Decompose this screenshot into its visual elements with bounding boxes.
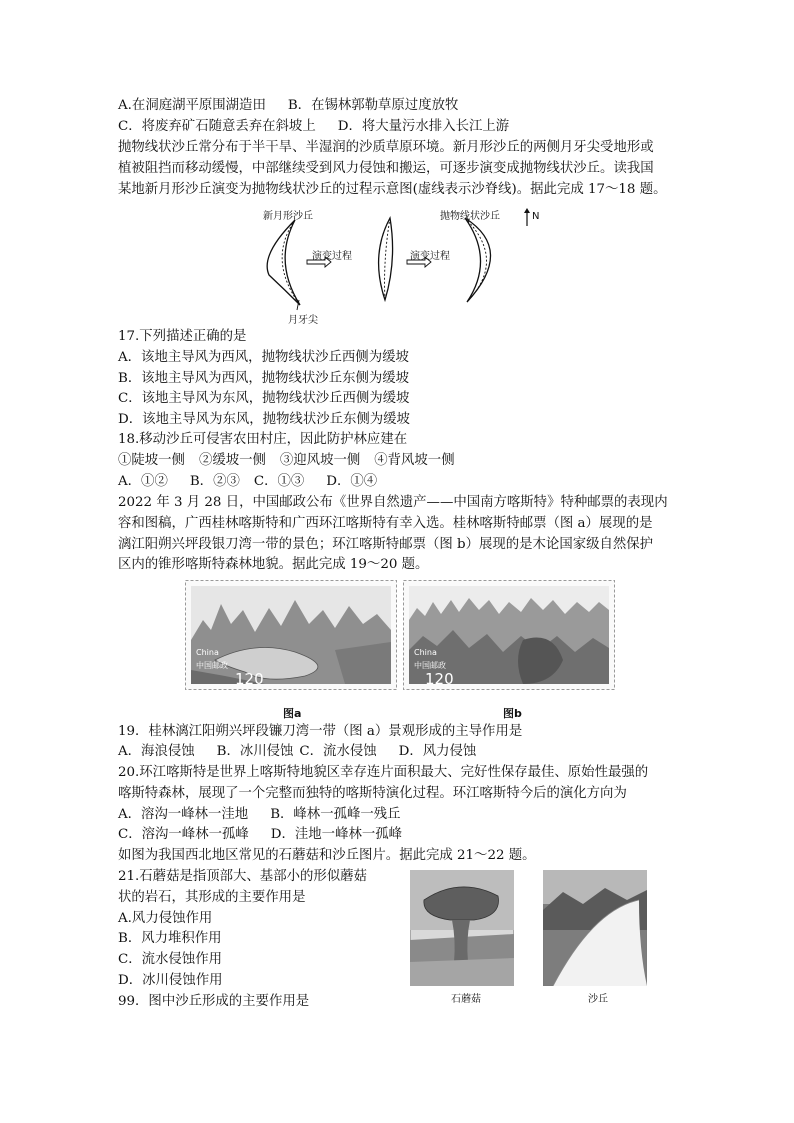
q19-options — [118, 743, 476, 761]
q17-option-b: B．该地主导风为西风，抛物线状沙丘东侧为缓坡 — [118, 371, 410, 386]
stamp-a-value: 120 — [235, 670, 264, 688]
label-crescent-dune: 新月形沙丘 — [263, 211, 313, 222]
label-process-1: 演变过程 — [312, 251, 352, 262]
q18-option-a: A．①② — [118, 474, 168, 489]
q18-options — [118, 473, 377, 491]
mushroom-rock-photo — [410, 870, 514, 986]
q20-option-c: C．溶沟一峰林一孤峰 — [118, 827, 249, 842]
q17-option-c: C．该地主导风为东风，抛物线状沙丘西侧为缓坡 — [118, 391, 410, 406]
q20-option-d: D．洼地一峰林一孤峰 — [270, 827, 403, 842]
q18-item-4: ④背风坡一侧 — [374, 453, 455, 468]
option-d: D．将大量污水排入长江上游 — [337, 119, 510, 134]
q19-option-b: B．冰川侵蚀 — [216, 744, 294, 759]
q18-item-2: ②缓坡一侧 — [198, 453, 266, 468]
stamp-a-china: China — [196, 648, 219, 657]
paragraph-dune-2: 植被阻挡而移动缓慢，中部继续受到风力侵蚀和搬运，可逐步演变成抛物线状沙丘。读我国 — [118, 161, 654, 176]
q18-option-c: C．①③ — [253, 474, 305, 489]
stamp-a-image — [185, 580, 397, 690]
paragraph-stamp-4: 区内的锥形喀斯特森林地貌。据此完成 19～20 题。 — [118, 557, 429, 572]
q21-option-a: A.风力侵蚀作用 — [118, 911, 213, 926]
option-c: C．将废弃矿石随意丢弃在斜坡上 — [118, 119, 316, 134]
q20-option-a: A．溶沟一峰林一洼地 — [118, 807, 249, 822]
option-a: A.在洞庭湖平原围湖造田 — [118, 98, 266, 113]
q21-option-b: B．风力堆积作用 — [118, 931, 222, 946]
question-21-line-2: 状的岩石，其形成的主要作用是 — [118, 890, 306, 905]
paragraph-stamp-2: 容和图稿，广西桂林喀斯特和广西环江喀斯特有幸入选。桂林喀斯特邮票（图 a）展现的是 — [118, 516, 653, 531]
label-north: N — [532, 211, 540, 222]
q18-item-3: ③迎风坡一侧 — [279, 453, 361, 468]
paragraph-stamp-3: 漓江阳朔兴坪段银刀湾一带的景色；环江喀斯特邮票（图 b）展现的是木论国家级自然保护 — [118, 537, 654, 552]
question-21-line-1: 21.石蘑菇是指顶部大、基部小的形似蘑菇 — [118, 869, 367, 884]
stamp-a-post: 中国邮政 — [196, 661, 228, 670]
q19-option-d: D．风力侵蚀 — [398, 744, 477, 759]
caption-mushroom-rock: 石蘑菇 — [451, 994, 481, 1005]
stamp-b-value: 120 — [425, 670, 454, 688]
paragraph-mushroom: 如图为我国西北地区常见的石蘑菇和沙丘图片。据此完成 21～22 题。 — [118, 848, 536, 863]
stamp-b-caption: 图b — [503, 707, 522, 720]
label-crescent-tip: 月牙尖 — [288, 315, 318, 326]
q20-option-b: B．峰林一孤峰一残丘 — [270, 807, 401, 822]
q17-option-a: A．该地主导风为西风，抛物线状沙丘西侧为缓坡 — [118, 350, 409, 365]
paragraph-dune-1: 抛物线状沙丘常分布于半干旱、半湿润的沙质草原环境。新月形沙丘的两侧月牙尖受地形或 — [118, 140, 654, 155]
q20-options-1 — [118, 806, 401, 824]
stamp-b-post: 中国邮政 — [414, 661, 446, 670]
option-b: B．在锡林郭勒草原过度放牧 — [287, 98, 459, 113]
q19-option-a: A．海浪侵蚀 — [118, 744, 195, 759]
label-process-2: 演变过程 — [410, 251, 450, 262]
q18-option-d: D．①④ — [326, 474, 378, 489]
option-line-1 — [118, 97, 458, 115]
stamp-b-china: China — [414, 648, 437, 657]
label-parabolic-dune: 抛物线状沙丘 — [440, 211, 500, 222]
question-18: 18.移动沙丘可侵害农田村庄，因此防护林应建在 — [118, 432, 408, 447]
q19-option-c: C．流水侵蚀 — [299, 744, 377, 759]
crescent-dune-shape — [267, 220, 300, 305]
question-20-line-1: 20.环江喀斯特是世界上喀斯特地貌区幸存连片面积最大、完好性保存最佳、原始性最强的 — [118, 765, 649, 780]
question-17: 17.下列描述正确的是 — [118, 329, 247, 344]
question-22: 99．图中沙丘形成的主要作用是 — [118, 994, 310, 1009]
option-line-2 — [118, 118, 509, 136]
q21-option-d: D．冰川侵蚀作用 — [118, 973, 223, 988]
stamp-a-caption: 图a — [283, 707, 302, 720]
q17-option-d: D．该地主导风为东风，抛物线状沙丘东侧为缓坡 — [118, 412, 410, 427]
q18-option-b: B．②③ — [189, 474, 240, 489]
paragraph-stamp-1: 2022 年 3 月 28 日，中国邮政公布《世界自然遗产——中国南方喀斯特》特种邮票的表现内 — [118, 495, 668, 510]
paragraph-dune-3: 某地新月形沙丘演变为抛物线状沙丘的过程示意图(虚线表示沙脊线)。据此完成 17～18 题。 — [118, 182, 667, 197]
q20-options-2 — [118, 826, 402, 844]
q21-option-c: C．流水侵蚀作用 — [118, 952, 222, 967]
caption-sand-dune: 沙丘 — [588, 994, 608, 1005]
sand-dune-photo — [543, 870, 647, 986]
q18-items — [118, 452, 455, 470]
q18-item-1: ①陡坡一侧 — [118, 453, 185, 468]
question-19: 19．桂林漓江阳朔兴坪段镰刀湾一带（图 a）景观形成的主导作用是 — [118, 724, 523, 739]
question-20-line-2: 喀斯特森林，展现了一个完整而独特的喀斯特演化过程。环江喀斯特今后的演化方向为 — [118, 786, 627, 801]
